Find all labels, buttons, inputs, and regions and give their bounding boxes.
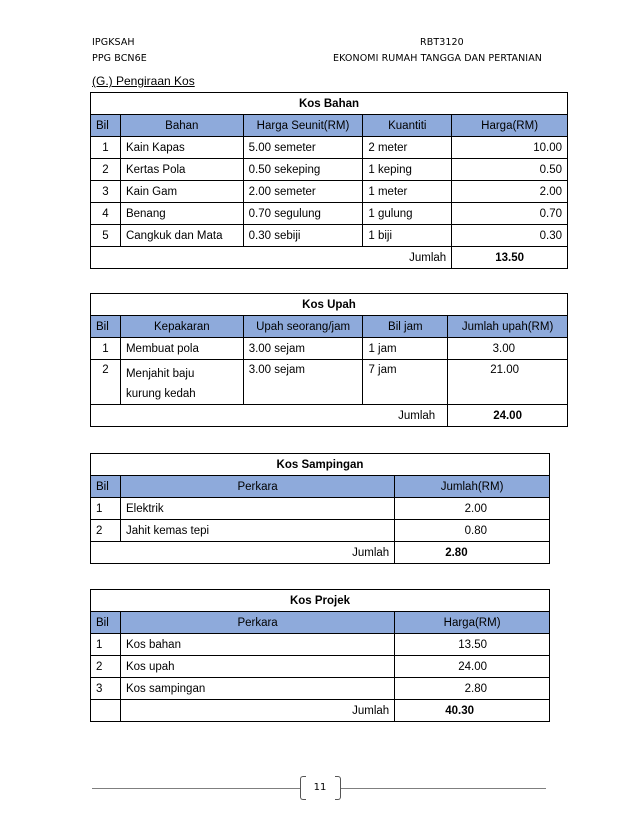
table-title: Kos Sampingan — [91, 454, 550, 476]
column-header: Bil — [91, 316, 121, 338]
table-cell: 2.00 — [452, 181, 568, 203]
table-title: Kos Bahan — [91, 93, 568, 115]
table-row — [91, 181, 568, 203]
total-value: 2.80 — [395, 542, 550, 564]
total-value: 24.00 — [448, 405, 568, 427]
column-header: Harga Seunit(RM) — [243, 115, 363, 137]
column-header: Kepakaran — [120, 316, 243, 338]
table-cell: Cangkuk dan Mata — [120, 225, 243, 247]
table-header-row — [91, 476, 550, 498]
table-cell: Kain Kapas — [120, 137, 243, 159]
column-header: Perkara — [120, 476, 394, 498]
table-cell: 0.70 segulung — [243, 203, 363, 225]
table-cell: 5.00 semeter — [243, 137, 363, 159]
table-row — [91, 634, 550, 656]
table-row — [91, 360, 568, 405]
table-cell: 0.50 — [452, 159, 568, 181]
header-course-code: RBT3120 — [420, 37, 464, 48]
table-cell: 1 — [91, 137, 121, 159]
table-total-row — [91, 405, 568, 427]
table-cell: 1 jam — [363, 338, 448, 360]
section-title: (G.) Pengiraan Kos — [92, 74, 195, 88]
table-row — [91, 656, 550, 678]
table-cell: Elektrik — [120, 498, 394, 520]
table-cell: 1 gulung — [363, 203, 452, 225]
table-cell: 0.80 — [395, 520, 550, 542]
table-header-row — [91, 612, 550, 634]
column-header: Bil — [91, 115, 121, 137]
table-cell: 21.00 — [448, 360, 568, 405]
table-cell: 0.50 sekeping — [243, 159, 363, 181]
table-cell: 3 — [91, 678, 121, 700]
table-cell: 0.30 — [452, 225, 568, 247]
table-cell: Kertas Pola — [120, 159, 243, 181]
column-header: Bil — [91, 476, 121, 498]
table-cell: 3.00 sejam — [243, 360, 363, 405]
total-value: 13.50 — [452, 247, 568, 269]
table-cell: 2.00 semeter — [243, 181, 363, 203]
table-row — [91, 498, 550, 520]
empty-cell — [91, 700, 121, 722]
table-row — [91, 678, 550, 700]
table-cell: 1 — [91, 634, 121, 656]
table-cell: 1 biji — [363, 225, 452, 247]
total-label: Jumlah — [91, 542, 395, 564]
column-header: Harga(RM) — [452, 115, 568, 137]
total-label: Jumlah — [91, 247, 452, 269]
page-number: 11 — [313, 782, 327, 793]
table-cell: 2.80 — [395, 678, 550, 700]
header-institution: IPGKSAH — [92, 37, 135, 48]
table-cell: Kain Gam — [120, 181, 243, 203]
footer-rule-right — [340, 788, 546, 789]
table-cell: 1 — [91, 338, 121, 360]
column-header: Harga(RM) — [395, 612, 550, 634]
column-header: Perkara — [120, 612, 394, 634]
table-cell: 24.00 — [395, 656, 550, 678]
table-cell: 2.00 — [395, 498, 550, 520]
footer-rule-left — [92, 788, 300, 789]
table-cell: 3 — [91, 181, 121, 203]
column-header: Jumlah upah(RM) — [448, 316, 568, 338]
table-total-row — [91, 247, 568, 269]
table-cell: 2 — [91, 656, 121, 678]
table-cell: Kos bahan — [120, 634, 394, 656]
table-cell: 3.00 sejam — [243, 338, 363, 360]
table-row — [91, 338, 568, 360]
table-cell: 0.30 sebiji — [243, 225, 363, 247]
table-row — [91, 520, 550, 542]
cell-line: Menjahit baju — [125, 368, 195, 380]
table-title: Kos Projek — [91, 590, 550, 612]
kos-projek-table — [90, 589, 550, 722]
total-value: 40.30 — [395, 700, 550, 722]
column-header: Bahan — [120, 115, 243, 137]
kos-upah-table — [90, 293, 568, 427]
table-cell: 1 meter — [363, 181, 452, 203]
cell-line: kurung kedah — [125, 388, 196, 400]
column-header: Bil — [91, 612, 121, 634]
kos-sampingan-table — [90, 453, 550, 564]
table-cell: Kos sampingan — [120, 678, 394, 700]
table-title: Kos Upah — [91, 294, 568, 316]
total-label: Jumlah — [120, 700, 394, 722]
table-cell: Jahit kemas tepi — [120, 520, 394, 542]
header-course-name: EKONOMI RUMAH TANGGA DAN PERTANIAN — [333, 53, 543, 64]
table-row — [91, 225, 568, 247]
table-cell: Kos upah — [120, 656, 394, 678]
table-cell: 0.70 — [452, 203, 568, 225]
column-header: Upah seorang/jam — [243, 316, 363, 338]
table-cell: 2 — [91, 520, 121, 542]
table-cell: 1 — [91, 498, 121, 520]
kos-bahan-table — [90, 92, 568, 269]
table-cell: 5 — [91, 225, 121, 247]
table-cell: 2 — [91, 159, 121, 181]
column-header: Jumlah(RM) — [395, 476, 550, 498]
table-total-row — [91, 700, 550, 722]
table-cell: 13.50 — [395, 634, 550, 656]
table-row — [91, 159, 568, 181]
table-row — [91, 137, 568, 159]
table-row — [91, 203, 568, 225]
table-header-row — [91, 316, 568, 338]
total-label: Jumlah — [91, 405, 448, 427]
table-cell: 10.00 — [452, 137, 568, 159]
column-header: Bil jam — [363, 316, 448, 338]
table-total-row — [91, 542, 550, 564]
header-program: PPG BCN6E — [92, 53, 147, 64]
table-header-row — [91, 115, 568, 137]
table-cell: Membuat pola — [120, 338, 243, 360]
table-cell: 4 — [91, 203, 121, 225]
column-header: Kuantiti — [363, 115, 452, 137]
table-cell: 1 keping — [363, 159, 452, 181]
table-cell: Benang — [120, 203, 243, 225]
table-cell: 2 meter — [363, 137, 452, 159]
table-cell: 2 — [91, 360, 121, 405]
table-cell — [120, 360, 243, 405]
table-cell: 7 jam — [363, 360, 448, 405]
table-cell: 3.00 — [448, 338, 568, 360]
